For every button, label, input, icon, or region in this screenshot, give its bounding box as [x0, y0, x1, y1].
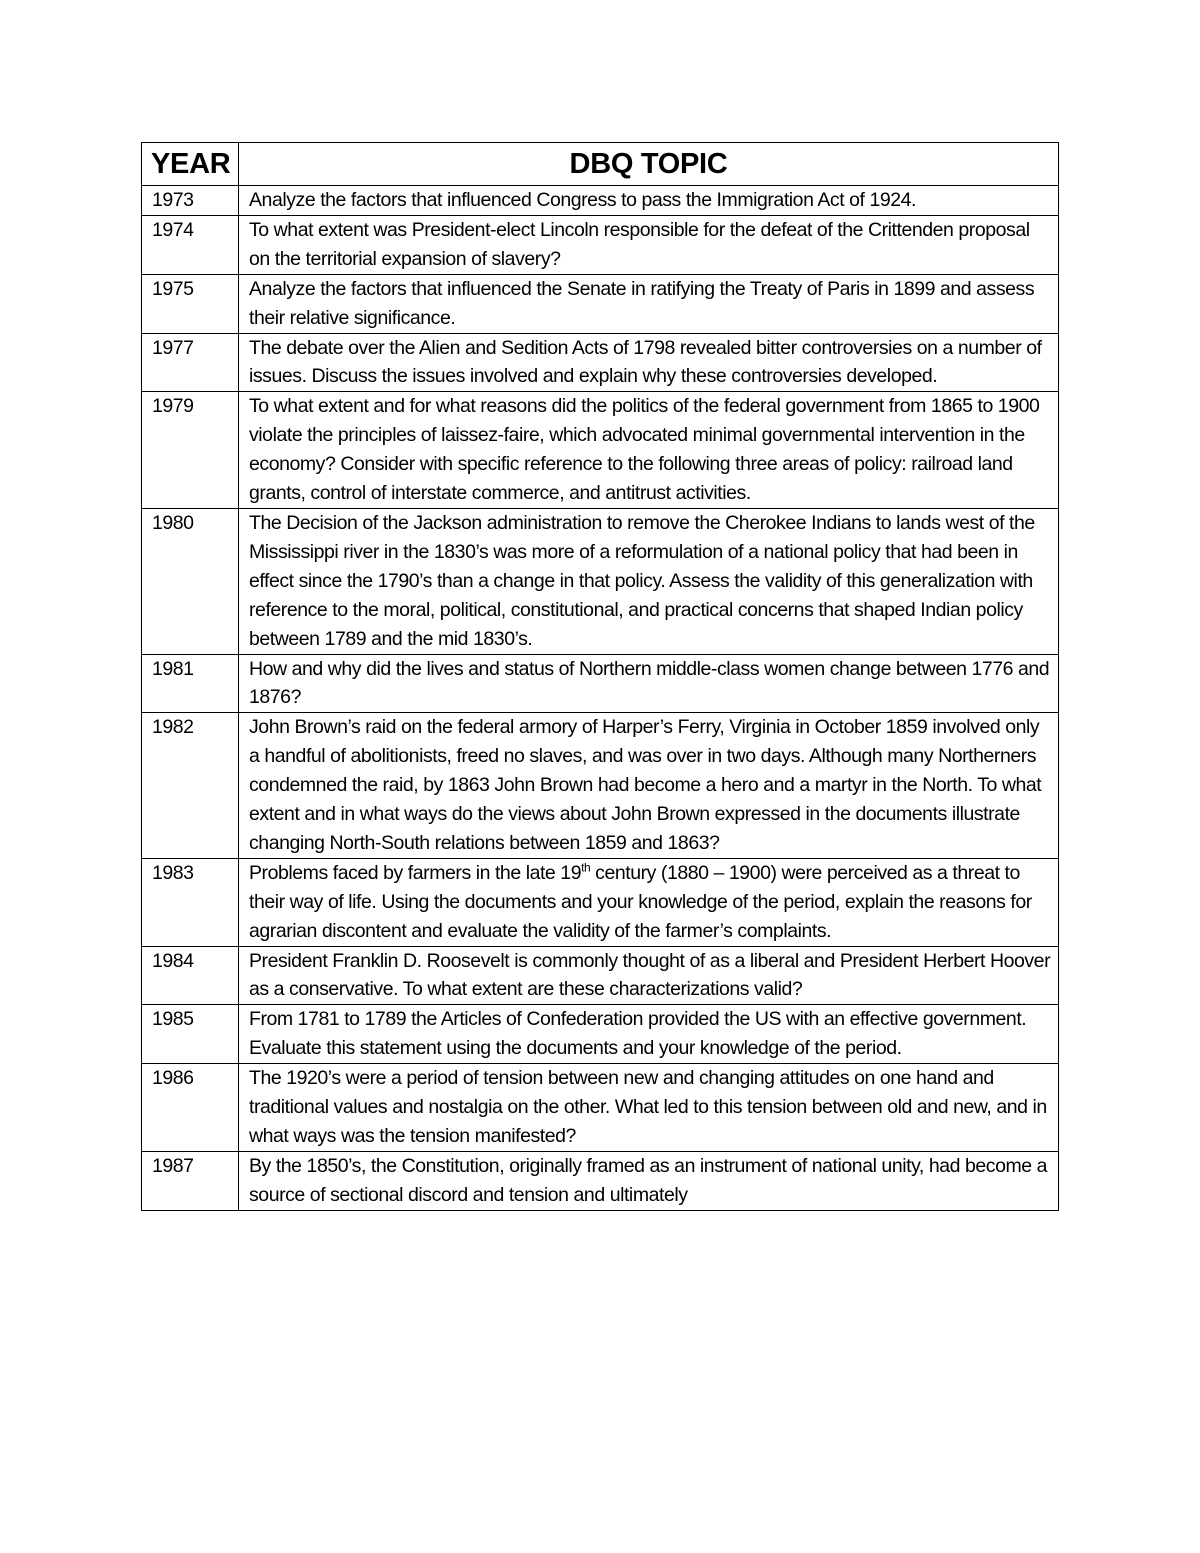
topic-cell	[239, 858, 1059, 946]
table-row	[142, 274, 1059, 333]
topic-cell: The 1920’s were a period of tension between new and changing attitudes on one hand and traditional values and nostalgia on the other. What led to this tension between old and new, and in what ways was the tension manifested?	[239, 1064, 1059, 1152]
year-cell: 1973	[142, 186, 239, 216]
topic-cell: Analyze the factors that influenced Congress to pass the Immigration Act of 1924.	[239, 186, 1059, 216]
year-cell: 1984	[142, 946, 239, 1005]
ordinal-suffix: th	[581, 860, 591, 875]
table-row	[142, 654, 1059, 713]
table-row	[142, 333, 1059, 392]
year-cell: 1986	[142, 1064, 239, 1152]
table-row	[142, 392, 1059, 509]
table-row	[142, 858, 1059, 946]
table-row	[142, 1064, 1059, 1152]
year-cell: 1983	[142, 858, 239, 946]
topic-cell: How and why did the lives and status of Northern middle-class women change between 1776 and 1876?	[239, 654, 1059, 713]
table-header-row	[142, 143, 1059, 186]
table-row	[142, 946, 1059, 1005]
topic-cell: The Decision of the Jackson administration to remove the Cherokee Indians to lands west of the Mississippi river in the 1830’s was more of a reformulation of a national policy that had been in effect since the 1790’s than a change in that policy. Assess the validity of this generalization with reference to the moral, political, constitutional, and practical concerns that shaped Indian policy between 1789 and the mid 1830’s.	[239, 508, 1059, 654]
year-cell: 1981	[142, 654, 239, 713]
table-row	[142, 215, 1059, 274]
table-row	[142, 713, 1059, 859]
year-cell: 1987	[142, 1151, 239, 1210]
table-row	[142, 508, 1059, 654]
year-cell: 1977	[142, 333, 239, 392]
topic-cell: President Franklin D. Roosevelt is commonly thought of as a liberal and President Herbert Hoover as a conservative. To what extent are these characterizations valid?	[239, 946, 1059, 1005]
table-row	[142, 1005, 1059, 1064]
year-cell: 1974	[142, 215, 239, 274]
topic-text-part: Problems faced by farmers in the late 19	[249, 861, 582, 884]
year-cell: 1975	[142, 274, 239, 333]
topic-text-part: century (1880 – 1900) were perceived as a threat to their way of life. Using the documents and your knowledge of the period, explain the reasons for agrarian discontent and evaluate the validity of the farmer’s complaints.	[249, 861, 1032, 942]
year-cell: 1985	[142, 1005, 239, 1064]
topic-column-header: DBQ TOPIC	[239, 143, 1059, 186]
topic-cell: To what extent and for what reasons did the politics of the federal government from 1865 to 1900 violate the principles of laissez-faire, which advocated minimal governmental intervention in the economy? Consider with specific reference to the following three areas of policy: railroad land grants, control of interstate commerce, and antitrust activities.	[239, 392, 1059, 509]
table-row	[142, 186, 1059, 216]
dbq-topics-table	[141, 142, 1059, 1211]
year-cell: 1982	[142, 713, 239, 859]
year-column-header: YEAR	[142, 143, 239, 186]
topic-cell: From 1781 to 1789 the Articles of Confederation provided the US with an effective government. Evaluate this statement using the documents and your knowledge of the period.	[239, 1005, 1059, 1064]
topic-cell: John Brown’s raid on the federal armory of Harper’s Ferry, Virginia in October 1859 involved only a handful of abolitionists, freed no slaves, and was over in two days. Although many Northerners condemned the raid, by 1863 John Brown had become a hero and a martyr in the North. To what extent and in what ways do the views about John Brown expressed in the documents illustrate changing North-South relations between 1859 and 1863?	[239, 713, 1059, 859]
topic-cell: The debate over the Alien and Sedition Acts of 1798 revealed bitter controversies on a number of issues. Discuss the issues involved and explain why these controversies developed.	[239, 333, 1059, 392]
year-cell: 1980	[142, 508, 239, 654]
topic-cell: Analyze the factors that influenced the Senate in ratifying the Treaty of Paris in 1899 and assess their relative significance.	[239, 274, 1059, 333]
year-cell: 1979	[142, 392, 239, 509]
topic-cell: To what extent was President-elect Lincoln responsible for the defeat of the Crittenden proposal on the territorial expansion of slavery?	[239, 215, 1059, 274]
topic-cell: By the 1850’s, the Constitution, originally framed as an instrument of national unity, had become a source of sectional discord and tension and ultimately	[239, 1151, 1059, 1210]
table-row	[142, 1151, 1059, 1210]
